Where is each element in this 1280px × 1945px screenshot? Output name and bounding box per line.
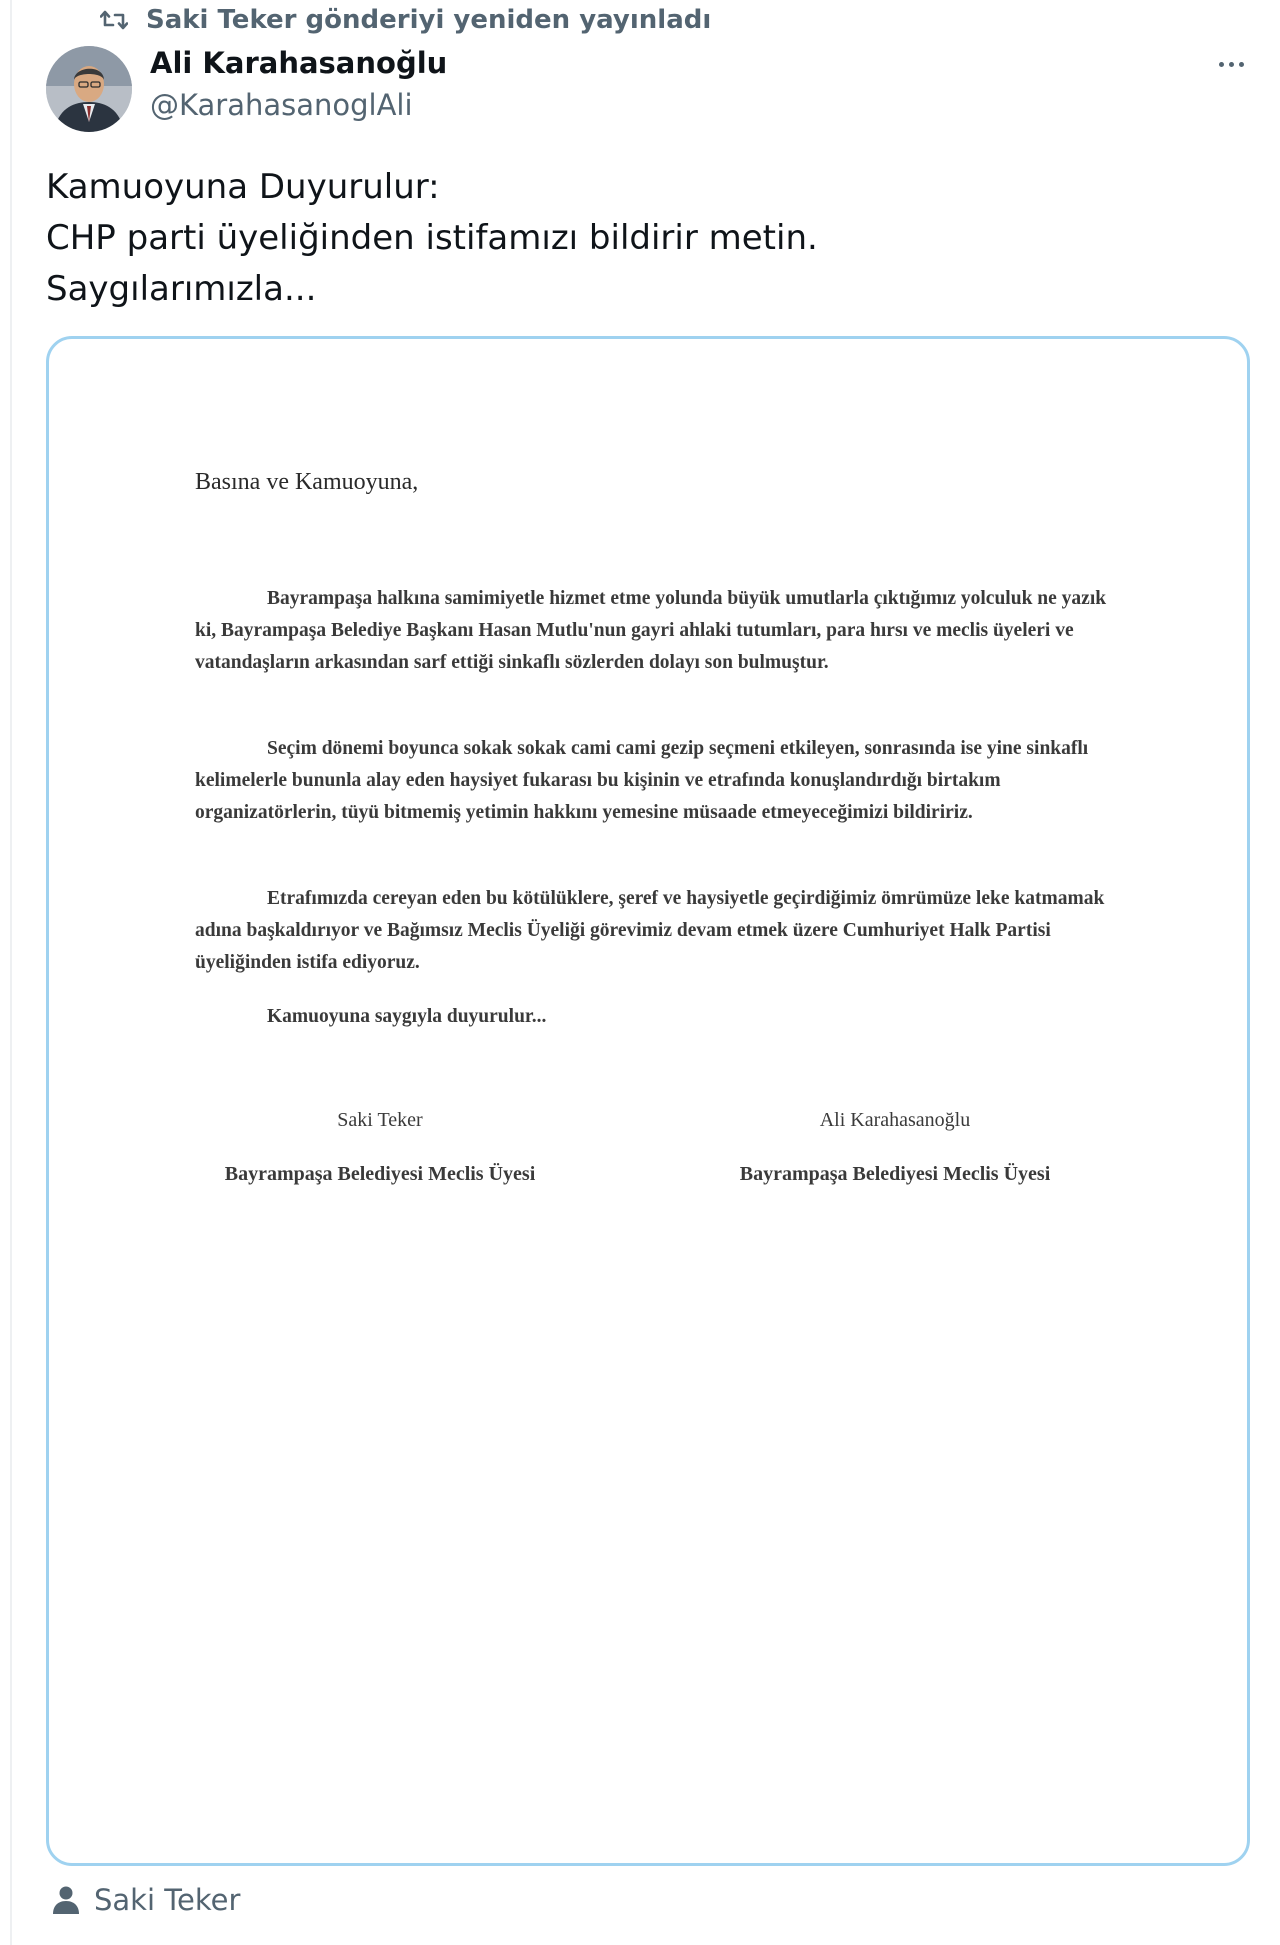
more-dot-icon [1239, 62, 1244, 67]
tweet-line: Kamuoyuna Duyurulur: [46, 167, 440, 207]
person-icon [52, 1885, 80, 1915]
signature-name: Saki Teker [337, 1109, 423, 1131]
repost-label: Saki Teker gönderiyi yeniden yayınladı [146, 5, 712, 35]
author-name[interactable]: Ali Karahasanoğlu [150, 46, 448, 80]
tweet-line: CHP parti üyeliğinden istifamızı bildirir metin. [46, 218, 818, 258]
timeline-divider [10, 0, 12, 1945]
more-dot-icon [1229, 62, 1234, 67]
avatar[interactable] [46, 46, 132, 132]
more-dot-icon [1219, 62, 1224, 67]
repost-context[interactable] [100, 2, 711, 38]
repost-icon [100, 8, 128, 32]
letter-paragraph: Seçim dönemi boyunca sokak sokak cami cami gezip seçmeni etkileyen, sonrasında ise yine sinkaflı kelimelerle bununla alay eden haysiyet fukarası bu kişinin ve etrafında konuşlandırdığı birtakım organizatörlerin, tüyü bitmemiş yetimin hakkını yemesine müsaade etmeyeceğimizi bildiririz. [195, 738, 1089, 823]
signature-role: Bayrampaşa Belediyesi Meclis Üyesi [224, 1163, 536, 1185]
letter-salutation: Basına ve Kamuoyuna, [195, 469, 419, 495]
letter-paragraph: Etrafımızda cereyan eden bu kötülüklere, şeref ve haysiyetle geçirdiğimiz ömrümüze leke katmamak adına başkaldırıyor ve Bağımsız Meclis Üyeliği görevimiz devam etmek üzere Cumhuriyet Halk Partisi üyeliğinden istifa ediyoruz. [195, 888, 1105, 973]
attached-image[interactable] [46, 336, 1250, 1866]
letter-closing: Kamuoyuna saygıyla duyurulur... [267, 1006, 547, 1027]
tweet-text [46, 162, 818, 315]
letter-paragraph: Bayrampaşa halkına samimiyetle hizmet etme yolunda büyük umutlarla çıktığımız yolculuk ne yazık ki, Bayrampaşa Belediye Başkanı Hasan Mutlu'nun gayri ahlaki tutumları, para hırsı ve meclis üyeleri ve vatandaşların arkasından sarf ettiği sinkaflı sözlerden dolayı son bulmuştur. [195, 588, 1107, 673]
tagged-user[interactable] [52, 1880, 240, 1920]
tagged-user-name: Saki Teker [94, 1883, 241, 1917]
signature-role: Bayrampaşa Belediyesi Meclis Üyesi [739, 1163, 1051, 1185]
tweet-line: Saygılarımızla... [46, 269, 317, 309]
letter-document [49, 339, 1247, 1863]
more-options-button[interactable] [1206, 46, 1256, 82]
signature-name: Ali Karahasanoğlu [819, 1109, 971, 1131]
author-handle[interactable]: @KarahasanoglAli [150, 88, 413, 122]
